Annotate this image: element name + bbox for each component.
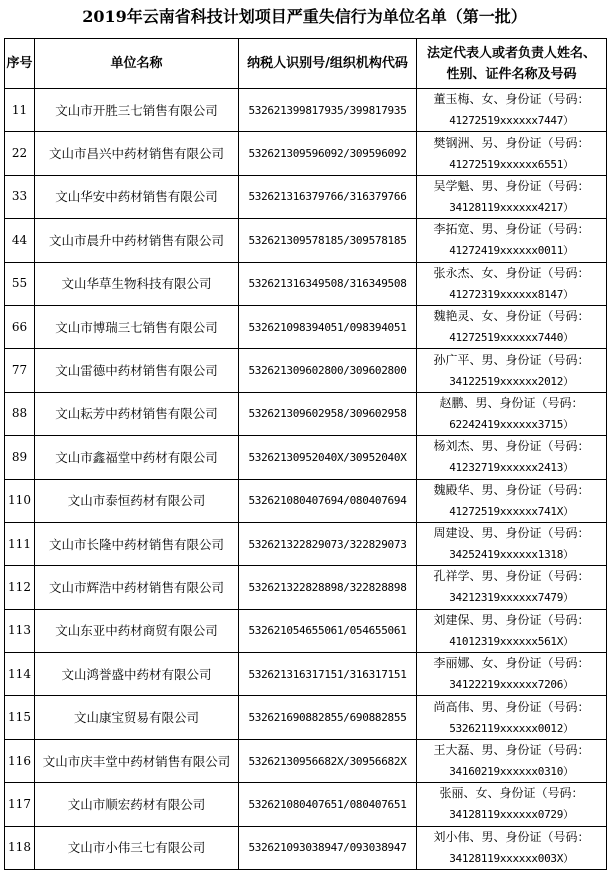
tax-id: 532621080407694/080407694 xyxy=(239,479,417,522)
legal-representative xyxy=(417,566,607,609)
company-name: 文山市庆丰堂中药材销售有限公司 xyxy=(35,739,239,782)
row-number: 115 xyxy=(5,696,35,739)
document-title: 2019年云南省科技计划项目严重失信行为单位名单（第一批） xyxy=(82,7,527,26)
row-number: 111 xyxy=(5,522,35,565)
legal-representative xyxy=(417,89,607,132)
company-name: 文山市泰恒药材有限公司 xyxy=(35,479,239,522)
header-name: 单位名称 xyxy=(35,39,239,89)
row-number: 88 xyxy=(5,392,35,435)
representative-info: 董玉梅、女、身份证（号码： xyxy=(433,92,590,107)
row-number: 22 xyxy=(5,132,35,175)
company-name: 文山康宝贸易有限公司 xyxy=(35,696,239,739)
table-row xyxy=(5,739,607,782)
row-number: 112 xyxy=(5,566,35,609)
legal-representative xyxy=(417,696,607,739)
legal-representative xyxy=(417,175,607,218)
table-row xyxy=(5,783,607,826)
tax-id: 53262130956682X/30956682X xyxy=(239,739,417,782)
id-number: 62242419xxxxxx3715） xyxy=(449,417,574,431)
company-name: 文山东亚中药材商贸有限公司 xyxy=(35,609,239,652)
table-row xyxy=(5,696,607,739)
representative-info: 赵鹏、男、身份证（号码： xyxy=(439,395,584,410)
company-name: 文山雷德中药材销售有限公司 xyxy=(35,349,239,392)
legal-representative xyxy=(417,349,607,392)
id-number: 34128119xxxxxx4217） xyxy=(449,200,574,214)
legal-representative xyxy=(417,609,607,652)
representative-info: 周建设、男、身份证（号码： xyxy=(433,526,590,541)
tax-id: 532621309602958/309602958 xyxy=(239,392,417,435)
tax-id: 532621054655061/054655061 xyxy=(239,609,417,652)
row-number: 114 xyxy=(5,653,35,696)
table-row xyxy=(5,305,607,348)
legal-representative xyxy=(417,132,607,175)
row-number: 44 xyxy=(5,219,35,262)
row-number: 55 xyxy=(5,262,35,305)
legal-representative xyxy=(417,653,607,696)
representative-info: 李丽娜、女、身份证（号码： xyxy=(433,656,590,671)
table-row xyxy=(5,392,607,435)
id-number: 41272519xxxxxx741X） xyxy=(449,504,574,518)
table-row xyxy=(5,653,607,696)
row-number: 116 xyxy=(5,739,35,782)
company-name: 文山市小伟三七有限公司 xyxy=(35,826,239,869)
id-number: 41012319xxxxxx561X） xyxy=(449,634,574,648)
representative-info: 刘小伟、男、身份证（号码： xyxy=(433,829,590,844)
row-number: 110 xyxy=(5,479,35,522)
id-number: 34122519xxxxxx2012） xyxy=(449,374,574,388)
legal-representative xyxy=(417,262,607,305)
table-row xyxy=(5,522,607,565)
id-number: 53262119xxxxxx0012） xyxy=(449,721,574,735)
id-number: 41272319xxxxxx8147） xyxy=(449,287,574,301)
id-number: 41272519xxxxxx7440） xyxy=(449,331,574,345)
id-number: 34252419xxxxxx1318） xyxy=(449,548,574,562)
legal-representative xyxy=(417,392,607,435)
id-number: 34122219xxxxxx7206） xyxy=(449,678,574,692)
header-person-line2: 性别、证件名称及号码 xyxy=(446,66,577,82)
id-number: 41272519xxxxxx6551） xyxy=(449,157,574,171)
representative-info: 张丽、女、身份证（号码： xyxy=(439,786,584,801)
tax-id: 532621316349508/316349508 xyxy=(239,262,417,305)
company-name: 文山市顺宏药材有限公司 xyxy=(35,783,239,826)
id-number: 41232719xxxxxx2413） xyxy=(449,461,574,475)
representative-info: 王大磊、男、身份证（号码： xyxy=(433,743,590,758)
table-row xyxy=(5,132,607,175)
representative-info: 魏殿华、男、身份证（号码： xyxy=(433,482,590,497)
table-row xyxy=(5,262,607,305)
company-name: 文山市昌兴中药材销售有限公司 xyxy=(35,132,239,175)
header-no: 序号 xyxy=(5,39,35,89)
legal-representative xyxy=(417,739,607,782)
representative-info: 孙广平、男、身份证（号码： xyxy=(433,352,590,367)
id-number: 34128119xxxxxx0729） xyxy=(449,808,574,822)
tax-id: 532621322829073/322829073 xyxy=(239,522,417,565)
id-number: 41272519xxxxxx7447） xyxy=(449,114,574,128)
company-name: 文山华草生物科技有限公司 xyxy=(35,262,239,305)
tax-id: 532621399817935/399817935 xyxy=(239,89,417,132)
row-number: 77 xyxy=(5,349,35,392)
table-row xyxy=(5,826,607,869)
table-row xyxy=(5,349,607,392)
representative-info: 杨刘杰、男、身份证（号码： xyxy=(433,439,590,454)
table-row xyxy=(5,219,607,262)
tax-id: 532621690882855/690882855 xyxy=(239,696,417,739)
representative-info: 吴学魁、男、身份证（号码： xyxy=(433,178,590,193)
blacklist-table xyxy=(4,38,607,870)
representative-info: 张永杰、女、身份证（号码： xyxy=(433,265,590,280)
tax-id: 532621316317151/316317151 xyxy=(239,653,417,696)
row-number: 33 xyxy=(5,175,35,218)
table-row xyxy=(5,89,607,132)
legal-representative xyxy=(417,219,607,262)
company-name: 文山市博瑞三七销售有限公司 xyxy=(35,305,239,348)
table-row xyxy=(5,175,607,218)
company-name: 文山耘芳中药材销售有限公司 xyxy=(35,392,239,435)
header-code: 纳税人识别号/组织机构代码 xyxy=(239,39,417,89)
id-number: 34160219xxxxxx0310） xyxy=(449,765,574,779)
table-row xyxy=(5,566,607,609)
tax-id: 532621309578185/309578185 xyxy=(239,219,417,262)
id-number: 41272419xxxxxx0011） xyxy=(449,244,574,258)
company-name: 文山鸿誉盛中药材有限公司 xyxy=(35,653,239,696)
legal-representative xyxy=(417,783,607,826)
id-number: 34128119xxxxxx003X） xyxy=(449,851,574,865)
legal-representative xyxy=(417,522,607,565)
representative-info: 樊钢洲、另、身份证（号码： xyxy=(433,135,590,150)
representative-info: 李拓宽、男、身份证（号码： xyxy=(433,222,590,237)
company-name: 文山市开胜三七销售有限公司 xyxy=(35,89,239,132)
legal-representative xyxy=(417,305,607,348)
tax-id: 532621093038947/093038947 xyxy=(239,826,417,869)
company-name: 文山华安中药材销售有限公司 xyxy=(35,175,239,218)
legal-representative xyxy=(417,436,607,479)
table-row xyxy=(5,609,607,652)
row-number: 118 xyxy=(5,826,35,869)
company-name: 文山市晨升中药材销售有限公司 xyxy=(35,219,239,262)
tax-id: 532621098394051/098394051 xyxy=(239,305,417,348)
row-number: 89 xyxy=(5,436,35,479)
representative-info: 魏艳灵、女、身份证（号码： xyxy=(433,309,590,324)
table-header-row xyxy=(5,39,607,89)
tax-id: 532621316379766/316379766 xyxy=(239,175,417,218)
table-row xyxy=(5,479,607,522)
row-number: 11 xyxy=(5,89,35,132)
company-name: 文山市辉浩中药材销售有限公司 xyxy=(35,566,239,609)
header-person-line1: 法定代表人或者负责人姓名、 xyxy=(426,45,596,61)
representative-info: 孔祥学、男、身份证（号码： xyxy=(433,569,590,584)
header-person xyxy=(417,39,607,89)
tax-id: 532621309602800/309602800 xyxy=(239,349,417,392)
legal-representative xyxy=(417,826,607,869)
table-row xyxy=(5,436,607,479)
row-number: 113 xyxy=(5,609,35,652)
tax-id: 532621309596092/309596092 xyxy=(239,132,417,175)
representative-info: 尚高伟、男、身份证（号码： xyxy=(433,699,590,714)
id-number: 34212319xxxxxx7479） xyxy=(449,591,574,605)
row-number: 117 xyxy=(5,783,35,826)
company-name: 文山市长隆中药材销售有限公司 xyxy=(35,522,239,565)
representative-info: 刘建保、男、身份证（号码： xyxy=(433,612,590,627)
company-name: 文山市鑫福堂中药材有限公司 xyxy=(35,436,239,479)
tax-id: 532621080407651/080407651 xyxy=(239,783,417,826)
row-number: 66 xyxy=(5,305,35,348)
tax-id: 532621322828898/322828898 xyxy=(239,566,417,609)
legal-representative xyxy=(417,479,607,522)
tax-id: 53262130952040X/30952040X xyxy=(239,436,417,479)
